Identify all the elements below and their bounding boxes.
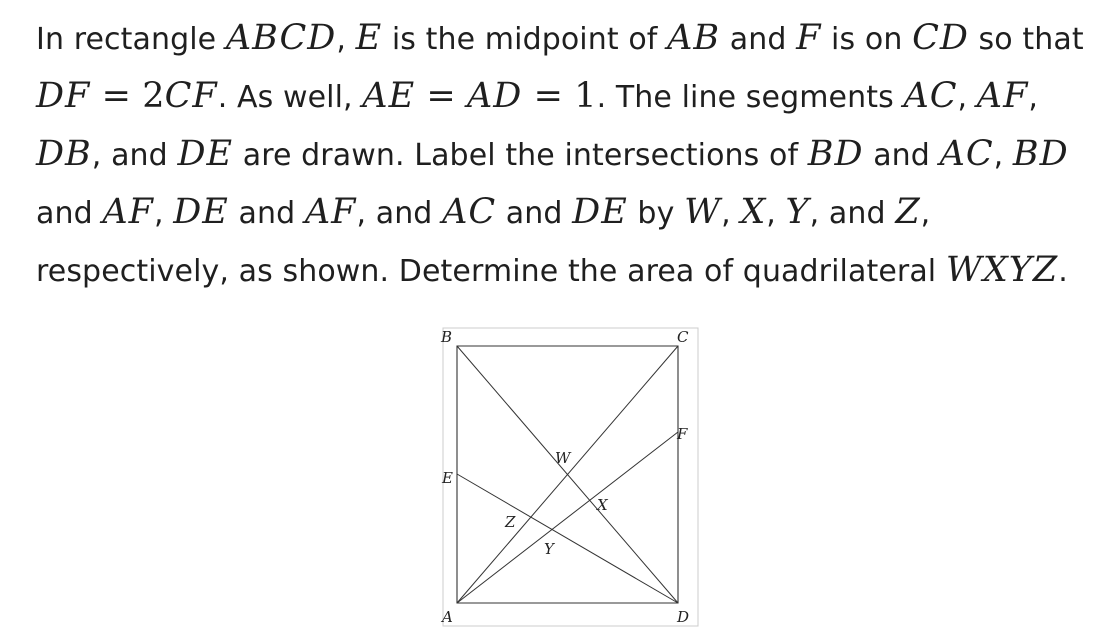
text-run: . As well, — [217, 80, 363, 115]
text-run: and — [496, 196, 573, 231]
label-z: Z — [505, 513, 516, 531]
text-run: are drawn. Label the intersections of — [233, 138, 808, 173]
text-run: , — [1028, 80, 1038, 115]
math-term: DE — [572, 192, 628, 232]
math-term: Y — [785, 192, 810, 232]
math-term: DE — [177, 134, 234, 174]
math-term: Z — [895, 192, 921, 232]
math-term: AB — [667, 18, 721, 58]
text-run: . — [1058, 254, 1068, 289]
text-run: . The line segments — [596, 80, 904, 115]
text-run: , — [766, 196, 786, 231]
math-term: F — [796, 18, 822, 58]
text-run: , and — [356, 196, 443, 231]
math-operator: = 2 — [90, 76, 165, 116]
text-run: , — [993, 138, 1013, 173]
math-term: DB — [36, 134, 92, 174]
math-term: AD — [467, 76, 523, 116]
label-f: F — [677, 425, 688, 443]
text-run: and — [36, 196, 103, 231]
math-term: AC — [939, 134, 994, 174]
text-run: and — [720, 22, 797, 57]
problem-statement — [36, 10, 1096, 300]
math-term: AC — [442, 192, 497, 232]
math-term: CF — [164, 76, 218, 116]
text-run: , — [721, 196, 741, 231]
math-term: AF — [102, 192, 154, 232]
text-run: is the midpoint of — [382, 22, 668, 57]
text-run: by — [627, 196, 685, 231]
text-run: , and — [91, 138, 178, 173]
geometry-figure — [428, 318, 708, 628]
text-run: In rectangle — [36, 22, 226, 57]
label-w: W — [555, 449, 571, 467]
text-run: and — [863, 138, 940, 173]
math-term: W — [684, 192, 722, 232]
label-y: Y — [544, 540, 554, 558]
math-operator: = — [415, 76, 468, 116]
label-x: X — [597, 496, 608, 514]
label-e: E — [442, 469, 453, 487]
math-term: WXYZ — [945, 250, 1059, 290]
math-term: CD — [912, 18, 969, 58]
math-operator: = 1 — [522, 76, 597, 116]
math-term: BD — [807, 134, 864, 174]
text-run: , — [336, 22, 356, 57]
text-run: , — [957, 80, 977, 115]
math-term: DF — [36, 76, 91, 116]
math-term: AF — [976, 76, 1029, 116]
segment-de — [457, 474, 678, 603]
text-run: so that — [968, 22, 1084, 57]
math-term: BD — [1012, 134, 1069, 174]
math-term: E — [355, 18, 383, 58]
math-term: AF — [304, 192, 357, 232]
label-d: D — [677, 608, 690, 626]
text-run: and — [228, 196, 305, 231]
text-run: is on — [821, 22, 913, 57]
text-run: , and — [809, 196, 896, 231]
math-term: AC — [903, 76, 958, 116]
text-run: , — [153, 196, 174, 231]
label-c: C — [677, 328, 689, 346]
math-term: DE — [173, 192, 229, 232]
math-term: ABCD — [225, 18, 337, 58]
label-a: A — [442, 608, 453, 626]
math-term: AE — [362, 76, 416, 116]
text-run: , respectively, as shown. Determine the area of quadrilateral — [36, 196, 946, 289]
math-term: X — [740, 192, 767, 232]
label-b: B — [441, 328, 453, 346]
